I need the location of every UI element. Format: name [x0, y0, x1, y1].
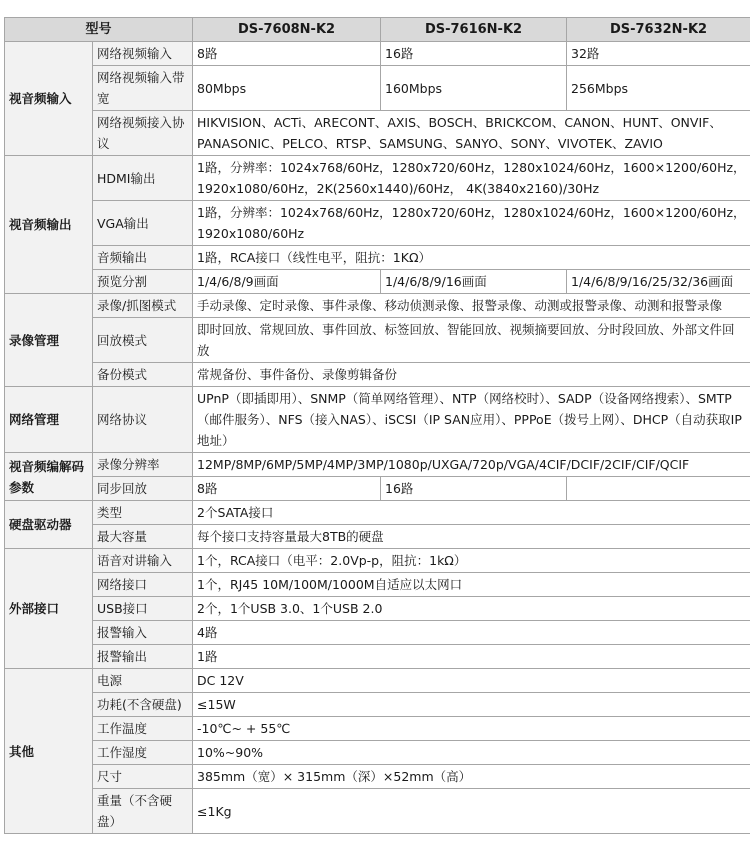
row-value: HIKVISION、ACTi、ARECONT、AXIS、BOSCH、BRICKCOM、CANON、HUNT、ONVIF、PANASONIC、PELCO、RTSP、SAMSUNG、SANYO、SONY、VIVOTEK、ZAVIO — [193, 111, 750, 156]
row-value-model-1: 80Mbps — [193, 66, 381, 111]
row-value: 1路，分辨率：1024x768/60Hz，1280x720/60Hz，1280x1024/60Hz，1600×1200/60Hz，1920x1080/60Hz — [193, 201, 750, 246]
row-value: ≤1Kg — [193, 789, 750, 834]
table-row — [5, 525, 750, 549]
row-value-model-1: 8路 — [193, 477, 381, 501]
row-value: 1个，RCA接口（电平：2.0Vp-p，阻抗：1kΩ） — [193, 549, 750, 573]
row-value: UPnP（即插即用）、SNMP（简单网络管理）、NTP（网络校时）、SADP（设备网络搜索）、SMTP（邮件服务）、NFS（接入NAS）、iSCSI（IP SAN应用）、PPPoE（拨号上网）、DHCP（自动获取IP地址） — [193, 387, 750, 453]
row-label: HDMI输出 — [93, 156, 193, 201]
table-row — [5, 156, 750, 201]
header-model-2: DS-7616N-K2 — [381, 18, 567, 42]
row-value-model-2: 1/4/6/8/9/16画面 — [381, 270, 567, 294]
row-label: 电源 — [93, 669, 193, 693]
table-row — [5, 573, 750, 597]
row-value: 1个，RJ45 10M/100M/1000M自适应以太网口 — [193, 573, 750, 597]
row-value: 4路 — [193, 621, 750, 645]
row-value-model-1: 8路 — [193, 42, 381, 66]
row-label: 工作温度 — [93, 717, 193, 741]
table-row — [5, 42, 750, 66]
row-value-model-3: 1/4/6/8/9/16/25/32/36画面 — [567, 270, 750, 294]
row-label: 语音对讲输入 — [93, 549, 193, 573]
table-row — [5, 669, 750, 693]
section-category: 网络管理 — [5, 387, 93, 453]
section-category: 视音频编解码参数 — [5, 453, 93, 501]
row-label: USB接口 — [93, 597, 193, 621]
table-row — [5, 318, 750, 363]
section-category: 硬盘驱动器 — [5, 501, 93, 549]
row-value-model-3 — [567, 477, 750, 501]
section-category: 视音频输入 — [5, 42, 93, 156]
row-value: 常规备份、事件备份、录像剪辑备份 — [193, 363, 750, 387]
table-row — [5, 717, 750, 741]
row-label: 工作湿度 — [93, 741, 193, 765]
spec-table — [4, 17, 750, 834]
row-value-model-1: 1/4/6/8/9画面 — [193, 270, 381, 294]
row-value: ≤15W — [193, 693, 750, 717]
table-row — [5, 387, 750, 453]
row-label: 重量（不含硬盘） — [93, 789, 193, 834]
table-row — [5, 294, 750, 318]
table-row — [5, 201, 750, 246]
row-value: 即时回放、常规回放、事件回放、标签回放、智能回放、视频摘要回放、分时段回放、外部文件回放 — [193, 318, 750, 363]
row-label: 录像分辨率 — [93, 453, 193, 477]
table-row — [5, 549, 750, 573]
section-category: 其他 — [5, 669, 93, 834]
table-row — [5, 645, 750, 669]
row-label: 类型 — [93, 501, 193, 525]
row-label: 最大容量 — [93, 525, 193, 549]
row-label: 尺寸 — [93, 765, 193, 789]
header-model-1: DS-7608N-K2 — [193, 18, 381, 42]
header-model-label: 型号 — [5, 18, 193, 42]
row-value: 2个，1个USB 3.0、1个USB 2.0 — [193, 597, 750, 621]
row-label: 网络视频输入 — [93, 42, 193, 66]
table-row — [5, 693, 750, 717]
row-value-model-3: 32路 — [567, 42, 750, 66]
row-value: DC 12V — [193, 669, 750, 693]
row-value: 1路 — [193, 645, 750, 669]
table-row — [5, 246, 750, 270]
row-label: 录像/抓图模式 — [93, 294, 193, 318]
row-label: 报警输出 — [93, 645, 193, 669]
row-label: 网络协议 — [93, 387, 193, 453]
header-row — [5, 18, 750, 42]
row-value: 10%~90% — [193, 741, 750, 765]
row-label: 回放模式 — [93, 318, 193, 363]
table-row — [5, 789, 750, 834]
row-value: 1路，分辨率：1024x768/60Hz，1280x720/60Hz，1280x1024/60Hz，1600×1200/60Hz，1920x1080/60Hz，2K(2560x1440)/60Hz， 4K(3840x2160)/30Hz — [193, 156, 750, 201]
section-category: 视音频输出 — [5, 156, 93, 294]
row-label: 网络视频接入协议 — [93, 111, 193, 156]
row-value-model-2: 16路 — [381, 42, 567, 66]
row-value: 2个SATA接口 — [193, 501, 750, 525]
row-value: 12MP/8MP/6MP/5MP/4MP/3MP/1080p/UXGA/720p/VGA/4CIF/DCIF/2CIF/CIF/QCIF — [193, 453, 750, 477]
row-label: 同步回放 — [93, 477, 193, 501]
row-value: 385mm（宽）× 315mm（深）×52mm（高） — [193, 765, 750, 789]
row-value: -10℃~ + 55℃ — [193, 717, 750, 741]
table-row — [5, 741, 750, 765]
table-row — [5, 597, 750, 621]
row-label: 报警输入 — [93, 621, 193, 645]
table-row — [5, 765, 750, 789]
row-label: 预览分割 — [93, 270, 193, 294]
row-value: 手动录像、定时录像、事件录像、移动侦测录像、报警录像、动测或报警录像、动测和报警录像 — [193, 294, 750, 318]
section-category: 外部接口 — [5, 549, 93, 669]
row-label: 网络视频输入带宽 — [93, 66, 193, 111]
table-row — [5, 477, 750, 501]
table-row — [5, 501, 750, 525]
row-label: 功耗(不含硬盘) — [93, 693, 193, 717]
table-row — [5, 363, 750, 387]
table-row — [5, 111, 750, 156]
row-value-model-2: 16路 — [381, 477, 567, 501]
row-label: 音频输出 — [93, 246, 193, 270]
row-value-model-3: 256Mbps — [567, 66, 750, 111]
section-category: 录像管理 — [5, 294, 93, 387]
row-value: 每个接口支持容量最大8TB的硬盘 — [193, 525, 750, 549]
row-label: VGA输出 — [93, 201, 193, 246]
row-value-model-2: 160Mbps — [381, 66, 567, 111]
table-row — [5, 66, 750, 111]
header-model-3: DS-7632N-K2 — [567, 18, 750, 42]
table-row — [5, 621, 750, 645]
table-row — [5, 270, 750, 294]
row-label: 备份模式 — [93, 363, 193, 387]
row-label: 网络接口 — [93, 573, 193, 597]
table-row — [5, 453, 750, 477]
row-value: 1路，RCA接口（线性电平，阻抗：1KΩ） — [193, 246, 750, 270]
